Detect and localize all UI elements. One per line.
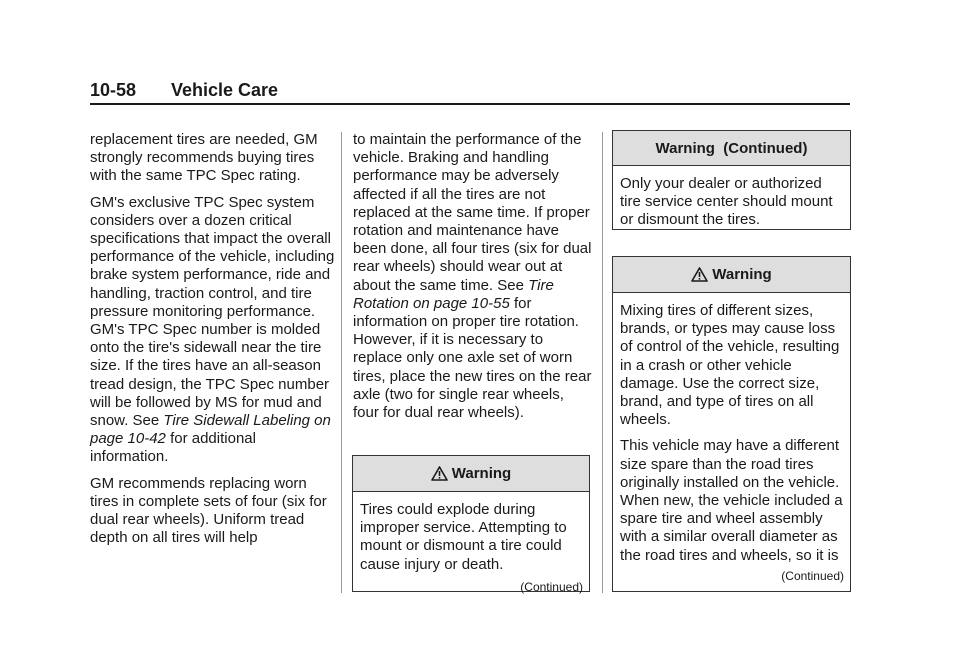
warning-text: Tires could explode during improper service. Attempting to mount or dismount a tire could cause injury or death. [360,501,567,573]
column-2 [353,131,593,430]
warning-title: Warning [712,266,772,283]
warning-text: This vehicle may have a different size spare than the road tires originally installed on the vehicle. When new, the vehicle included a spare tire and wheel assembly with a similar overall diameter as the road tires and wheels, so it is [620,437,843,564]
warning-body [353,492,589,580]
warning-body [613,293,850,569]
paragraph [353,131,593,422]
warning-text: Mixing tires of different sizes, brands, or types may cause loss of control of the vehicle, resulting in a crash or other vehicle damage. Use the correct size, brand, and type of tires on all wheels. [620,302,840,429]
warning-box [612,256,851,592]
header-rule [90,103,850,105]
paragraph: GM recommends replacing worn tires in complete sets of four (six for dual rear wheels). Uniform tread depth on all tires will help [90,474,327,547]
continued-label: (Continued) [781,568,844,583]
column-divider [602,132,603,593]
warning-triangle-icon [691,267,708,282]
warning-header [353,456,589,492]
warning-text: Only your dealer or authorized tire service center should mount or dismount the tires. [620,175,833,229]
paragraph-text: to maintain the performance of the vehicle. Braking and handling performance may be adversely affected if all the tires are not replaced at the same time. If proper rotation and maintenance have been done, all four tires (six for dual rear wheels) should wear out at about the same time. See [353,131,592,294]
cross-reference-link[interactable]: Tire Sidewall Labeling on page 10-42 [90,412,331,448]
warning-header [613,257,850,293]
page-number: 10-58 [90,80,137,100]
paragraph [90,194,335,467]
paragraph-text: GM's exclusive TPC Spec system considers over a dozen critical specifications that impact the overall performance of the vehicle, including brake system performance, ride and handling, traction control, and tire pressure monitoring performance. GM's TPC Spec number is molded onto the tire's sidewall near the tire size. If the tires have an all-season tread design, the TPC Spec number will be followed by MS for mud and snow. See [90,193,335,430]
paragraph: replacement tires are needed, GM strongly recommends buying tires with the same TPC Spec rating. [90,131,318,185]
paragraph-text: for additional information. [90,430,256,466]
column-1 [90,131,335,555]
warning-triangle-icon [431,466,448,481]
continued-label: (Continued) [520,579,583,594]
warning-title: Warning [451,465,512,482]
warning-box-continued [612,130,851,230]
column-divider [341,132,342,593]
section-title: Vehicle Care [171,80,279,100]
warning-body [613,166,850,242]
cross-reference-link[interactable]: Tire Rotation on page 10-55 [353,276,554,312]
warning-box [352,455,590,592]
warning-header: Warning (Continued) [613,131,850,166]
paragraph-text: for information on proper tire rotation. However, if it is necessary to replace only one axle set of worn tires, place the new tires on the rear axle (two for single rear wheels, four for dual rear wheels). [353,294,592,422]
